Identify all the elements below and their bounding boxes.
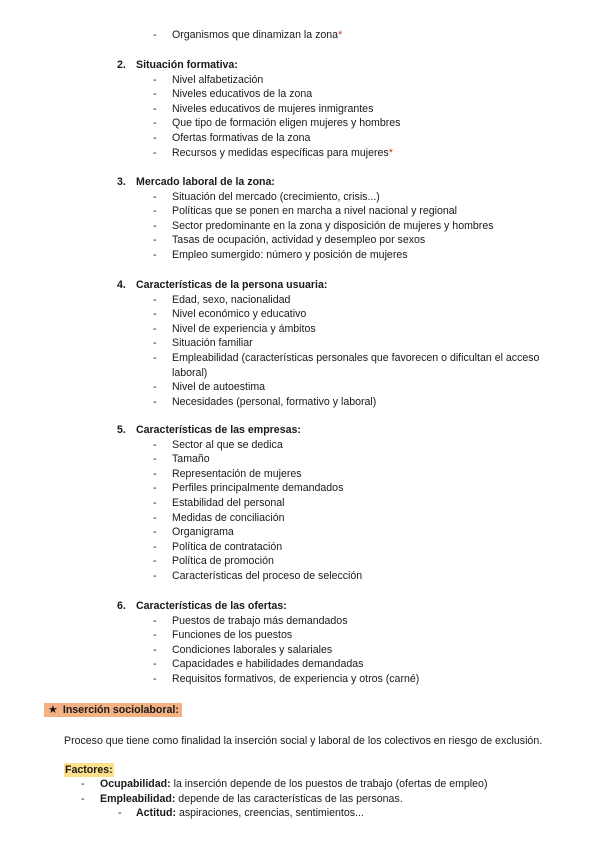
list-item bbox=[172, 496, 285, 510]
bullet-dash: - bbox=[153, 205, 157, 218]
list-item-text: Estabilidad del personal bbox=[172, 497, 285, 509]
list-item-text: Sector predominante en la zona y disposición de mujeres y hombres bbox=[172, 219, 494, 232]
bullet-dash: - bbox=[153, 555, 157, 568]
asterisk-mark: * bbox=[338, 29, 343, 41]
list-item bbox=[172, 525, 234, 539]
list-item-text: Tasas de ocupación, actividad y desempleo por sexos bbox=[172, 234, 426, 247]
list-item bbox=[172, 467, 302, 481]
bullet-dash: - bbox=[153, 482, 157, 495]
section-number: 6. bbox=[117, 600, 126, 612]
list-item-text: Tamaño bbox=[172, 453, 210, 466]
bullet-dash: - bbox=[153, 293, 157, 306]
factor-item bbox=[100, 777, 487, 791]
bullet-dash: - bbox=[153, 308, 157, 321]
list-item bbox=[172, 219, 494, 233]
list-item-text: Características del proceso de selección bbox=[172, 570, 363, 582]
bullet-dash: - bbox=[153, 88, 157, 101]
list-item-text: Perfiles principalmente demandados bbox=[172, 482, 344, 495]
list-item bbox=[172, 614, 348, 628]
bullet-dash: - bbox=[153, 337, 157, 350]
section-title: Características de la persona usuaria: bbox=[136, 279, 328, 291]
list-item bbox=[172, 131, 310, 145]
factor-term: Empleabilidad: bbox=[100, 792, 176, 805]
list-item-text: Representación de mujeres bbox=[172, 467, 302, 480]
section-title: Situación formativa: bbox=[136, 59, 238, 71]
list-item-text: Organismos que dinamizan la zona bbox=[172, 29, 339, 41]
list-item bbox=[172, 248, 408, 262]
bullet-dash: - bbox=[153, 438, 157, 451]
list-item bbox=[172, 438, 283, 452]
list-item bbox=[172, 73, 263, 87]
section-number: 4. bbox=[117, 279, 126, 291]
list-item-text: Requisitos formativos, de experiencia y otros (carné) bbox=[172, 673, 420, 685]
bullet-dash: - bbox=[153, 658, 157, 671]
insercion-definition: Proceso que tiene como finalidad la inserción social y laboral de los colectivos en riesgo de exclusión. bbox=[64, 735, 543, 747]
list-item bbox=[172, 380, 265, 394]
list-item bbox=[172, 28, 342, 42]
list-item bbox=[172, 540, 282, 554]
section-title: Características de las ofertas: bbox=[136, 600, 287, 612]
list-item-text: Capacidades e habilidades demandadas bbox=[172, 658, 364, 671]
list-item-text: Situación del mercado (crecimiento, crisis...) bbox=[172, 190, 380, 203]
factores-label: Factores: bbox=[65, 764, 113, 776]
list-item-text: Niveles educativos de la zona bbox=[172, 88, 313, 101]
list-item-text: Niveles educativos de mujeres inmigrantes bbox=[172, 102, 374, 115]
bullet-dash: - bbox=[153, 673, 157, 685]
list-item bbox=[172, 190, 380, 204]
list-item bbox=[172, 102, 373, 116]
list-item-text: Empleabilidad (características personales que favorecen o dificultan el acceso bbox=[172, 352, 540, 364]
list-item-text: Medidas de conciliación bbox=[172, 511, 285, 524]
list-item-text: Necesidades (personal, formativo y laboral) bbox=[172, 395, 377, 408]
bullet-dash: - bbox=[153, 511, 157, 524]
section-title: Características de las empresas: bbox=[136, 424, 301, 436]
bullet-dash: - bbox=[153, 540, 157, 553]
list-item-text: Situación familiar bbox=[172, 337, 253, 350]
bullet-dash: - bbox=[153, 629, 157, 642]
bullet-dash: - bbox=[81, 792, 85, 805]
list-item-text: Organigrama bbox=[172, 526, 234, 539]
bullet-dash: - bbox=[153, 234, 157, 247]
factor-desc: depende de las características de las personas. bbox=[175, 792, 403, 805]
list-item bbox=[172, 511, 284, 525]
section-number: 5. bbox=[117, 424, 126, 436]
list-item-text: Empleo sumergido: número y posición de mujeres bbox=[172, 249, 408, 261]
list-item-text: Sector al que se dedica bbox=[172, 438, 283, 451]
list-item-text: Políticas que se ponen en marcha a nivel nacional y regional bbox=[172, 205, 458, 218]
section-number: 3. bbox=[117, 176, 126, 188]
bullet-dash: - bbox=[153, 395, 157, 408]
bullet-dash: - bbox=[153, 132, 157, 144]
list-item bbox=[172, 481, 343, 495]
bullet-dash: - bbox=[153, 570, 157, 582]
list-item bbox=[172, 395, 376, 409]
factor-desc: la inserción depende de los puestos de trabajo (ofertas de empleo) bbox=[170, 778, 488, 790]
factor-desc: aspiraciones, creencias, sentimientos... bbox=[176, 807, 364, 820]
bullet-dash: - bbox=[153, 643, 157, 656]
bullet-dash: - bbox=[153, 381, 157, 394]
insercion-heading bbox=[44, 703, 182, 717]
list-item-text: Nivel económico y educativo bbox=[172, 308, 307, 321]
list-item-text: Ofertas formativas de la zona bbox=[172, 132, 311, 144]
section-title: Mercado laboral de la zona: bbox=[136, 176, 275, 188]
list-item-text: Nivel de autoestima bbox=[172, 381, 266, 394]
asterisk-mark: * bbox=[388, 146, 393, 159]
factor-item bbox=[100, 792, 403, 806]
bullet-dash: - bbox=[153, 526, 157, 539]
star-icon: ★ bbox=[48, 704, 58, 716]
list-item-text: Condiciones laborales y salariales bbox=[172, 643, 333, 656]
bullet-dash: - bbox=[153, 322, 157, 335]
insercion-title: Inserción sociolaboral: bbox=[62, 704, 179, 716]
list-item bbox=[172, 452, 210, 466]
list-item bbox=[172, 233, 425, 247]
bullet-dash: - bbox=[153, 453, 157, 466]
bullet-dash: - bbox=[153, 117, 157, 130]
bullet-dash: - bbox=[153, 467, 157, 480]
list-item bbox=[172, 322, 316, 336]
list-item bbox=[172, 87, 312, 101]
bullet-dash: - bbox=[153, 497, 157, 509]
list-item bbox=[172, 628, 292, 642]
bullet-dash: - bbox=[153, 249, 157, 261]
list-item bbox=[172, 116, 400, 130]
list-item-text: Recursos y medidas específicas para mujeres bbox=[172, 146, 389, 159]
bullet-dash: - bbox=[153, 219, 157, 232]
list-item bbox=[172, 336, 253, 350]
list-item-text: Nivel de experiencia y ámbitos bbox=[172, 322, 316, 335]
list-item-text: Política de promoción bbox=[172, 555, 274, 568]
list-item-text: Política de contratación bbox=[172, 540, 283, 553]
list-item bbox=[172, 293, 290, 307]
list-item bbox=[172, 643, 332, 657]
bullet-dash: - bbox=[118, 807, 122, 820]
factor-term: Ocupabilidad: bbox=[100, 778, 171, 790]
list-item-text: Edad, sexo, nacionalidad bbox=[172, 293, 291, 306]
list-item bbox=[172, 307, 306, 321]
list-item-text: Funciones de los puestos bbox=[172, 629, 293, 642]
factor-subitem bbox=[136, 806, 364, 820]
list-item bbox=[172, 672, 419, 686]
bullet-dash: - bbox=[153, 102, 157, 115]
factor-term: Actitud: bbox=[136, 807, 177, 820]
list-item-text: Puestos de trabajo más demandados bbox=[172, 614, 348, 627]
list-item bbox=[172, 351, 539, 365]
bullet-dash: - bbox=[153, 146, 157, 159]
list-item bbox=[172, 569, 362, 583]
bullet-dash: - bbox=[153, 352, 157, 364]
list-item-continuation: laboral) bbox=[172, 366, 208, 379]
list-item-text: Nivel alfabetización bbox=[172, 73, 264, 86]
bullet-dash: - bbox=[153, 614, 157, 627]
bullet-dash: - bbox=[81, 778, 85, 790]
list-item bbox=[172, 146, 393, 160]
bullet-dash: - bbox=[153, 73, 157, 86]
bullet-dash: - bbox=[153, 190, 157, 203]
list-item bbox=[172, 554, 274, 568]
list-item-text: Que tipo de formación eligen mujeres y hombres bbox=[172, 117, 401, 130]
list-item bbox=[172, 657, 363, 671]
section-number: 2. bbox=[117, 59, 126, 71]
list-item bbox=[172, 204, 457, 218]
bullet-dash: - bbox=[153, 29, 157, 41]
